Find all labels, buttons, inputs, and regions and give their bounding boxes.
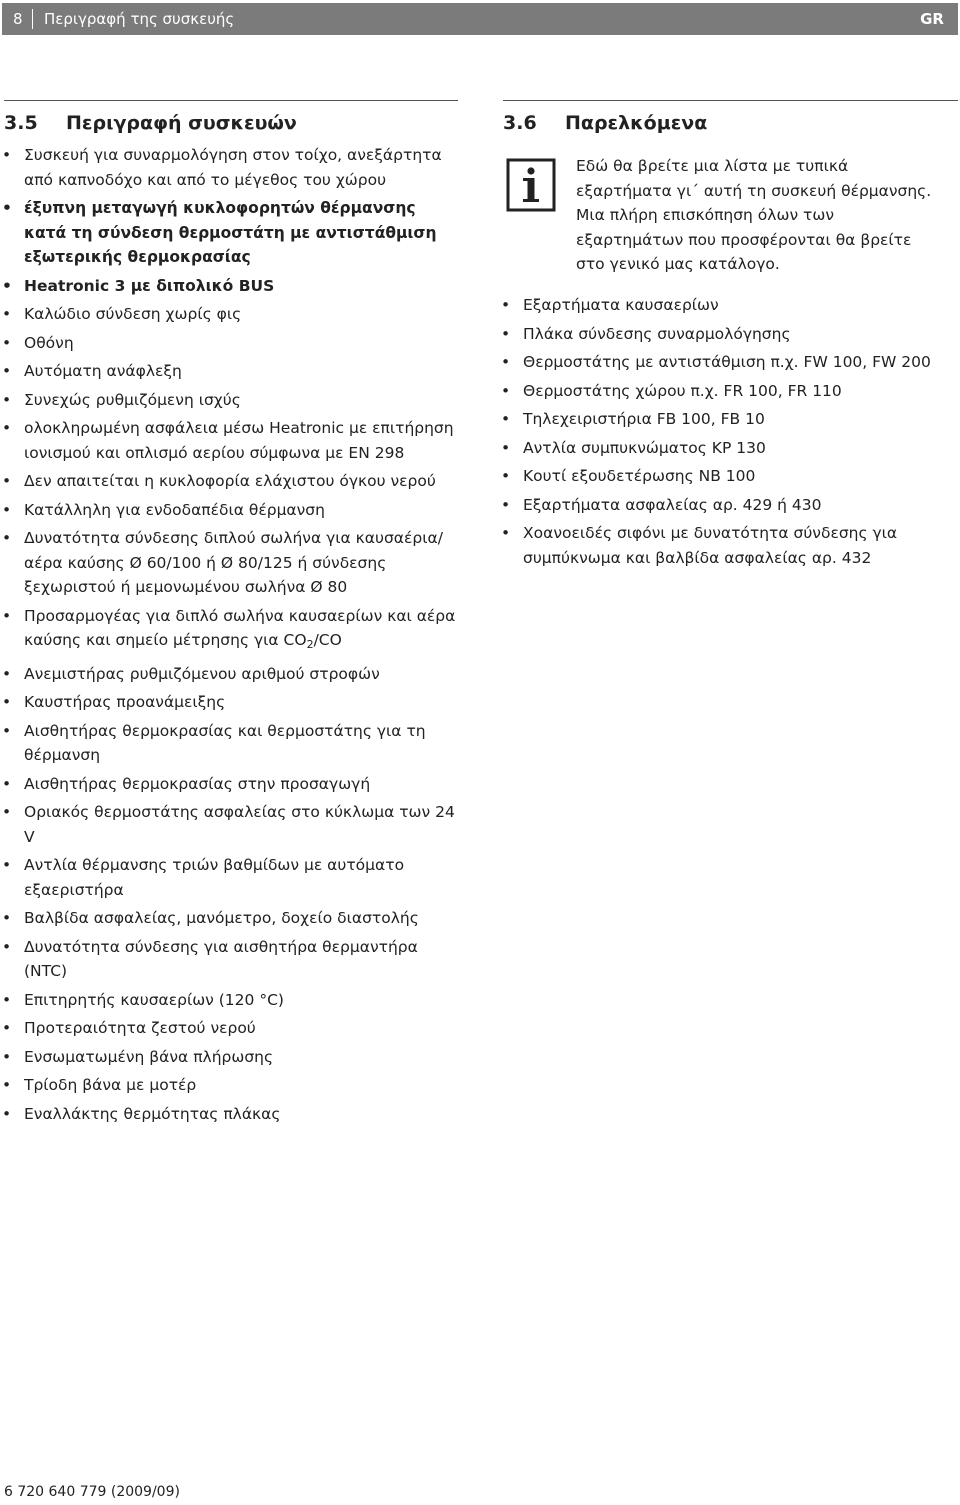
list-item-text: Αυτόματη ανάφλεξη <box>24 362 182 380</box>
list-item: • Πλάκα σύνδεσης συναρμολόγησης <box>499 322 949 347</box>
subscript: 2 <box>306 638 314 651</box>
list-item-text: Καλώδιο σύνδεση χωρίς φις <box>24 305 242 323</box>
section-heading: Περιγραφή συσκευών <box>66 112 297 134</box>
list-item-text: Οθόνη <box>24 333 74 352</box>
page-number: 8 <box>13 10 23 28</box>
device-features-list <box>0 143 462 1130</box>
list-item <box>0 800 462 849</box>
list-item <box>0 416 462 465</box>
list-item <box>0 388 462 413</box>
list-item <box>0 690 462 715</box>
list-item-text: ολοκληρωμένη ασφάλεια μέσω Heatronic με επιτήρηση ιονισμού και οπλισμό αερίου σύμφωνα με EN 298 <box>24 419 454 462</box>
list-item <box>0 772 462 797</box>
section-number: 3.6 <box>503 112 537 134</box>
list-item <box>0 1102 462 1127</box>
document-code: 6 720 640 779 (2009/09) <box>4 1484 180 1500</box>
header-title: Περιγραφή της συσκευής <box>44 10 235 28</box>
list-item-text: Βαλβίδα ασφαλείας, μανόμετρο, δοχείο διαστολής <box>24 909 419 927</box>
list-item <box>0 274 462 299</box>
list-item: • Κουτί εξουδετέρωσης NB 100 <box>499 464 949 489</box>
section-number: 3.5 <box>4 112 38 134</box>
list-item-text: Καυστήρας προανάμειξης <box>24 693 226 711</box>
list-item: • Χοανοειδές σιφόνι με δυνατότητα σύνδεσης για συμπύκνωμα και βαλβίδα ασφαλείας αρ. 432 <box>499 521 949 570</box>
list-item-text: Προτεραιότητα ζεστού νερού <box>24 1019 256 1037</box>
list-item <box>0 604 462 658</box>
list-item-text: Κατάλληλη για ενδοδαπέδια θέρμανση <box>24 500 325 519</box>
list-item <box>0 906 462 931</box>
list-item <box>0 498 462 523</box>
list-item: • Εξαρτήματα καυσαερίων <box>499 293 949 318</box>
list-item-text: Συσκευή για συναρμολόγηση στον τοίχο, ανεξάρτητα από καπνοδόχο και από το μέγεθος του χώρου <box>24 146 442 189</box>
list-item <box>0 935 462 984</box>
info-note: Εδώ θα βρείτε μια λίστα με τυπικά εξαρτήματα γι΄ αυτή τη συσκευή θέρμανσης. Μια πλήρη επισκόπηση όλων των εξαρτημάτων που προσφέρονται θα βρείτε στο γενικό μας κατάλογο. <box>576 157 932 273</box>
list-item <box>0 469 462 494</box>
list-item-text: Τρίοδη βάνα με μοτέρ <box>24 1076 197 1094</box>
list-item-suffix: /CO <box>313 631 342 649</box>
list-item <box>0 1016 462 1041</box>
language-code: GR <box>920 10 944 28</box>
list-item-text: Heatronic 3 με διπολικό BUS <box>24 276 275 295</box>
list-item <box>0 1045 462 1070</box>
list-item <box>0 359 462 384</box>
list-item: • Αντλία συμπυκνώματος KP 130 <box>499 436 949 461</box>
list-item: • Τηλεχειριστήρια FB 100, FB 10 <box>499 407 949 432</box>
list-item <box>0 853 462 902</box>
right-column-rule <box>503 100 958 101</box>
list-item-text: Επιτηρητής καυσαερίων (120 °C) <box>24 990 284 1009</box>
list-item-text: Εναλλάκτης θερμότητας πλάκας <box>24 1104 281 1123</box>
list-item: • Θερμοστάτης με αντιστάθμιση π.χ. FW 100, FW 200 <box>499 350 949 375</box>
list-item <box>0 143 462 192</box>
accessories-list <box>499 293 949 574</box>
list-item <box>0 196 462 270</box>
info-icon <box>506 158 556 212</box>
list-item <box>0 302 462 327</box>
list-item-text: Αισθητήρας θερμοκρασίας και θερμοστάτης για τη θέρμανση <box>24 721 426 764</box>
list-item <box>0 662 462 687</box>
list-item <box>0 719 462 768</box>
list-item <box>0 331 462 356</box>
list-item <box>0 1073 462 1098</box>
page-header <box>2 3 958 35</box>
list-item: • Θερμοστάτης χώρου π.χ. FR 100, FR 110 <box>499 379 949 404</box>
section-title-devices <box>4 112 297 134</box>
left-column-rule <box>4 100 458 101</box>
list-item-text: έξυπνη μεταγωγή κυκλοφορητών θέρμανσης κατά τη σύνδεση θερμοστάτη με αντιστάθμιση εξωτερικής θερμοκρασίας <box>24 199 437 266</box>
section-title-accessories <box>503 112 707 134</box>
list-item-text: Αντλία θέρμανσης τριών βαθμίδων με αυτόματο εξαεριστήρα <box>24 856 405 899</box>
list-item-text: Συνεχώς ρυθμιζόμενη ισχύς <box>24 390 241 409</box>
list-item <box>0 526 462 600</box>
header-divider <box>32 9 33 29</box>
list-item <box>0 988 462 1013</box>
list-item-text: Δυνατότητα σύνδεσης διπλού σωλήνα για καυσαέρια/ αέρα καύσης Ø 60/100 ή Ø 80/125 ή σύνδεσης ξεχωριστού ή μεμονωμένου σωλήνα Ø 80 <box>24 529 443 596</box>
list-item-text: Αισθητήρας θερμοκρασίας στην προσαγωγή <box>24 774 371 793</box>
list-item-text: Προσαρμογέας για διπλό σωλήνα καυσαερίων και αέρα καύσης και σημείο μέτρησης για CO <box>24 606 456 649</box>
list-item-text: Δυνατότητα σύνδεσης για αισθητήρα θερμαντήρα (NTC) <box>24 937 418 980</box>
list-item-text: Ενσωματωμένη βάνα πλήρωσης <box>24 1047 274 1066</box>
list-item-text: Οριακός θερμοστάτης ασφαλείας στο κύκλωμα των 24 V <box>24 803 455 846</box>
list-item-text: Δεν απαιτείται η κυκλοφορία ελάχιστου όγκου νερού <box>24 472 436 490</box>
list-item-text: Ανεμιστήρας ρυθμιζόμενου αριθμού στροφών <box>24 664 380 683</box>
section-heading: Παρελκόμενα <box>565 112 708 134</box>
list-item: • Εξαρτήματα ασφαλείας αρ. 429 ή 430 <box>499 493 949 518</box>
